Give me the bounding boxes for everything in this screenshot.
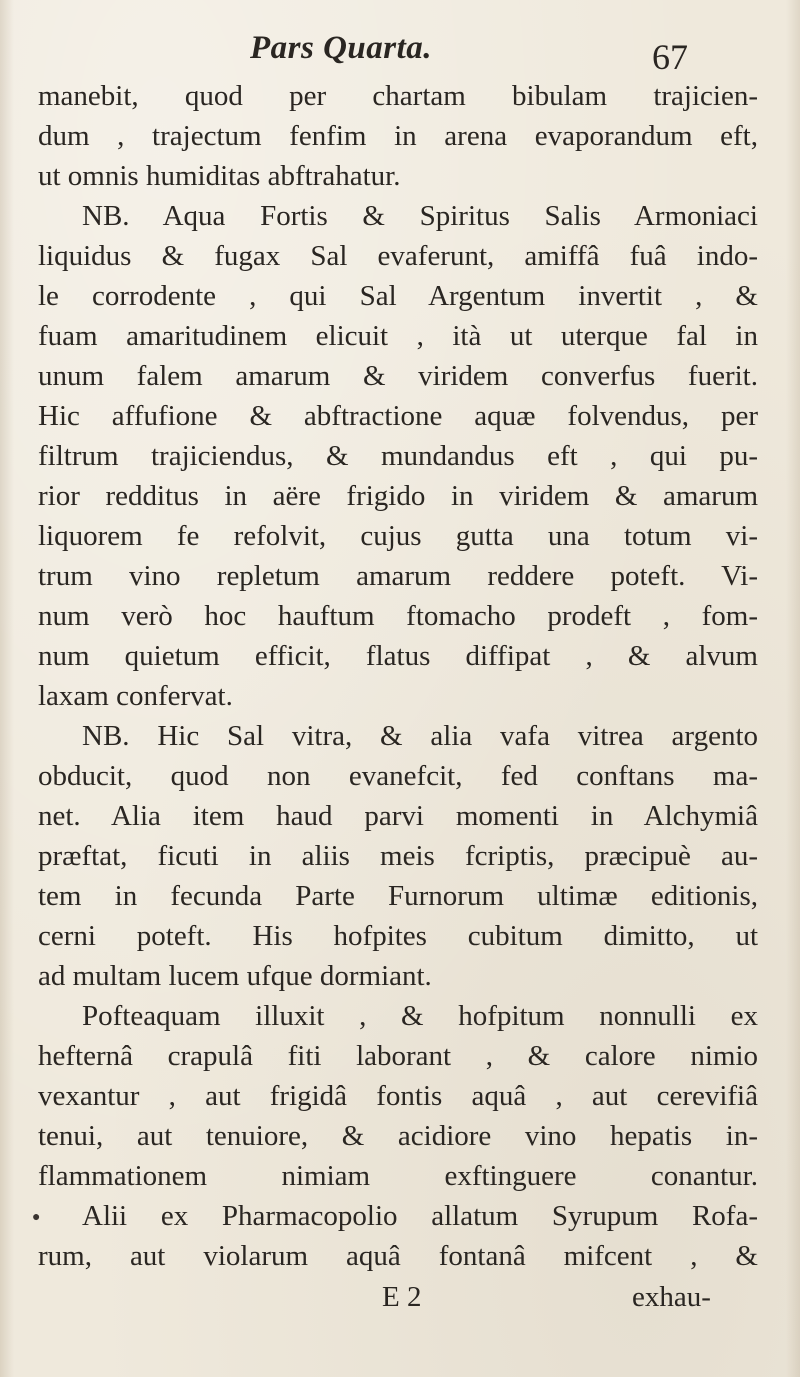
text-line: net. Alia item haud parvi momenti in Alchymiâ (38, 800, 758, 832)
text-line: Hic affufione & abftractione aquæ folvendus, per (38, 400, 758, 432)
text-line: laxam confervat. (38, 680, 233, 712)
text-line: num quietum efficit, flatus diffipat , & alvum (38, 640, 758, 672)
text-line: Pofteaquam illuxit , & hofpitum nonnulli ex (82, 1000, 758, 1032)
page-edge-shadow-left (0, 0, 14, 1377)
text-line: tenui, aut tenuiore, & acidiore vino hepatis in- (38, 1120, 758, 1152)
text-line: liquorem fe refolvit, cujus gutta una totum vi- (38, 520, 758, 552)
running-head (0, 26, 800, 76)
text-line: unum falem amarum & viridem converfus fuerit. (38, 360, 758, 392)
text-line: filtrum trajiciendus, & mundandus eft , qui pu- (38, 440, 758, 472)
catchword: exhau- (632, 1281, 711, 1313)
text-line: NB. Aqua Fortis & Spiritus Salis Armoniaci (82, 200, 758, 232)
page-number: 67 (652, 37, 688, 77)
signature-mark: E 2 (382, 1281, 422, 1313)
text-line: dum , trajectum fenfim in arena evaporandum eft, (38, 120, 758, 152)
text-line: le corrodente , qui Sal Argentum invertit , & (38, 280, 758, 312)
running-head-title: Pars Quarta. (250, 30, 433, 66)
page-edge-shadow-right (786, 0, 800, 1377)
text-line: obducit, quod non evanefcit, fed conftans ma- (38, 760, 758, 792)
text-line: fuam amaritudinem elicuit , ità ut uterque fal in (38, 320, 758, 352)
text-line: Alii ex Pharmacopolio allatum Syrupum Rofa- (82, 1200, 758, 1232)
text-line: ad multam lucem ufque dormiant. (38, 960, 432, 992)
text-line: tem in fecunda Parte Furnorum ultimæ editionis, (38, 880, 758, 912)
text-line: manebit, quod per chartam bibulam trajicien- (38, 80, 758, 112)
text-line: NB. Hic Sal vitra, & alia vafa vitrea argento (82, 720, 758, 752)
ink-dot-mark: ● (32, 1210, 41, 1225)
text-line: flammationem nimiam exftinguere conantur. (38, 1160, 758, 1192)
footer-catchline (0, 1277, 800, 1317)
text-line: cerni poteft. His hofpites cubitum dimitto, ut (38, 920, 758, 952)
text-line: hefternâ crapulâ fiti laborant , & calore nimio (38, 1040, 758, 1072)
text-line: num verò hoc hauftum ftomacho prodeft , fom- (38, 600, 758, 632)
text-line: rior redditus in aëre frigido in viridem & amarum (38, 480, 758, 512)
text-line: ut omnis humiditas abftrahatur. (38, 160, 401, 192)
text-line: præftat, ficuti in aliis meis fcriptis, præcipuè au- (38, 840, 758, 872)
text-line: trum vino repletum amarum reddere poteft. Vi- (38, 560, 758, 592)
text-line: rum, aut violarum aquâ fontanâ mifcent , & (38, 1240, 758, 1272)
text-line: liquidus & fugax Sal evaferunt, amiffâ fuâ indo- (38, 240, 758, 272)
text-line: vexantur , aut frigidâ fontis aquâ , aut cerevifiâ (38, 1080, 758, 1112)
